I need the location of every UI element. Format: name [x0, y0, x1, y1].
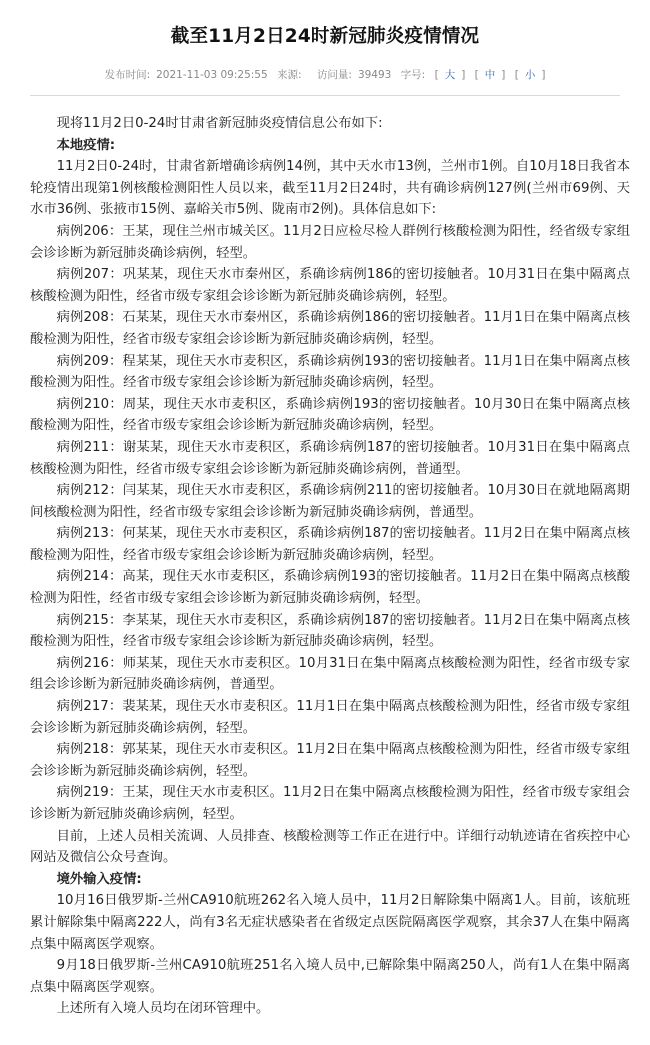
local-summary: 11月2日0-24时，甘肃省新增确诊病例14例，其中天水市13例，兰州市1例。自10月18日我省本轮疫情出现第1例核酸检测阳性人员以来，截至11月2日24时，共有确诊病例127例(兰州市69例、天水市36例、张掖市15例、嘉峪关市5例、陇南市2例)。具体信息如下: [30, 159, 630, 218]
imported-paragraph: 上述所有入境人员均在闭环管理中。 [56, 1001, 270, 1017]
case-paragraph: 病例219：王某，现住天水市麦积区。11月2日在集中隔离点核酸检测为阳性，经省市级专家组会诊诊断为新冠肺炎确诊病例，轻型。 [30, 785, 630, 822]
imported-paragraph: 10月16日俄罗斯-兰州CA910航班262名入境人员中，11月2日解除集中隔离1人。目前，该航班累计解除集中隔离222人，尚有3名无症状感染者在省级定点医院隔离医学观察，其余37人在集中隔离点集中隔离医学观察。 [30, 893, 630, 952]
case-paragraph: 病例214：高某，现住天水市麦积区，系确诊病例193的密切接触者。11月2日在集中隔离点核酸检测为阳性，经省市级专家组会诊诊断为新冠肺炎确诊病例，轻型。 [30, 569, 630, 607]
font-size-bracket: [ [434, 69, 439, 81]
font-size-bracket: ] [541, 69, 546, 81]
font-size-bracket: [ [474, 69, 479, 81]
local-heading: 本地疫情: [56, 137, 116, 153]
font-size-bracket: ] [461, 69, 466, 81]
case-paragraph: 病例212：闫某某，现住天水市麦积区，系确诊病例211的密切接触者。10月30日在就地隔离期间核酸检测为阳性，经省市级专家组会诊诊断为新冠肺炎确诊病例，普通型。 [30, 483, 630, 520]
case-paragraph: 病例206：王某，现住兰州市城关区。11月2日应检尽检人群例行核酸检测为阳性，经省级专家组会诊诊断为新冠肺炎确诊病例，轻型。 [30, 223, 630, 261]
article-meta [0, 67, 650, 82]
font-size-bracket: ] [501, 69, 506, 81]
local-footer: 目前，上述人员相关流调、人员排查、核酸检测等工作正在进行中。详细行动轨迹请在省疾控中心网站及微信公众号查询。 [30, 828, 630, 866]
case-paragraph: 病例216：师某某，现住天水市麦积区。10月31日在集中隔离点核酸检测为阳性，经省市级专家组会诊诊断为新冠肺炎确诊病例，普通型。 [30, 655, 630, 693]
case-paragraph: 病例208：石某某，现住天水市秦州区，系确诊病例186的密切接触者。11月1日在集中隔离点核酸检测为阳性，经省市级专家组会诊诊断为新冠肺炎确诊病例，轻型。 [30, 310, 630, 347]
case-paragraph: 病例213：何某某，现住天水市麦积区，系确诊病例187的密切接触者。11月2日在集中隔离点核酸检测为阳性，经省市级专家组会诊诊断为新冠肺炎确诊病例，轻型。 [30, 526, 630, 563]
views-count: 39493 [357, 69, 392, 81]
article-title: 截至11月2日24时新冠肺炎疫情情况 [170, 26, 480, 47]
case-paragraph: 病例217：裴某某，现住天水市麦积区。11月1日在集中隔离点核酸检测为阳性，经省市级专家组会诊诊断为新冠肺炎确诊病例，轻型。 [30, 699, 630, 736]
font-size-small-link[interactable]: 小 [524, 69, 536, 81]
imported-heading: 境外输入疫情: [56, 871, 142, 887]
font-size-bracket: [ [514, 69, 519, 81]
case-paragraph: 病例215：李某某，现住天水市麦积区，系确诊病例187的密切接触者。11月2日在集中隔离点核酸检测为阳性，经省市级专家组会诊诊断为新冠肺炎确诊病例，轻型。 [30, 612, 630, 650]
case-paragraph: 病例210：周某，现住天水市麦积区，系确诊病例193的密切接触者。10月30日在集中隔离点核酸检测为阳性，经省市级专家组会诊诊断为新冠肺炎确诊病例，轻型。 [30, 396, 630, 434]
case-paragraph: 病例218：郭某某，现住天水市麦积区。11月2日在集中隔离点核酸检测为阳性，经省市级专家组会诊诊断为新冠肺炎确诊病例，轻型。 [30, 742, 630, 779]
source-label: 来源: [277, 69, 302, 81]
title-divider [30, 95, 620, 96]
case-paragraph: 病例207：巩某某，现住天水市秦州区，系确诊病例186的密切接触者。10月31日在集中隔离点核酸检测为阳性，经省市级专家组会诊诊断为新冠肺炎确诊病例，轻型。 [30, 267, 630, 304]
font-size-medium-link[interactable]: 中 [484, 69, 496, 81]
font-size-large-link[interactable]: 大 [444, 69, 456, 81]
case-paragraph: 病例209：程某某，现住天水市麦积区，系确诊病例193的密切接触者。11月1日在集中隔离点核酸检测为阳性。经省市级专家组会诊诊断为新冠肺炎确诊病例，轻型。 [30, 353, 630, 391]
views-label: 访问量: [316, 69, 352, 81]
imported-paragraph: 9月18日俄罗斯-兰州CA910航班251名入境人员中,已解除集中隔离250人，尚有1人在集中隔离点集中隔离医学观察。 [30, 958, 630, 995]
intro-paragraph: 现将11月2日0-24时甘肃省新冠肺炎疫情信息公布如下: [56, 116, 383, 131]
case-paragraph: 病例211：谢某某，现住天水市麦积区，系确诊病例187的密切接触者。10月31日在集中隔离点核酸检测为阳性，经省市级专家组会诊诊断为新冠肺炎确诊病例，普通型。 [30, 439, 630, 477]
article-body [30, 113, 630, 1020]
font-size-label: 字号: [400, 69, 426, 81]
publish-time: 2021-11-03 09:25:55 [156, 69, 268, 81]
publish-time-label: 发布时间: [104, 69, 151, 81]
